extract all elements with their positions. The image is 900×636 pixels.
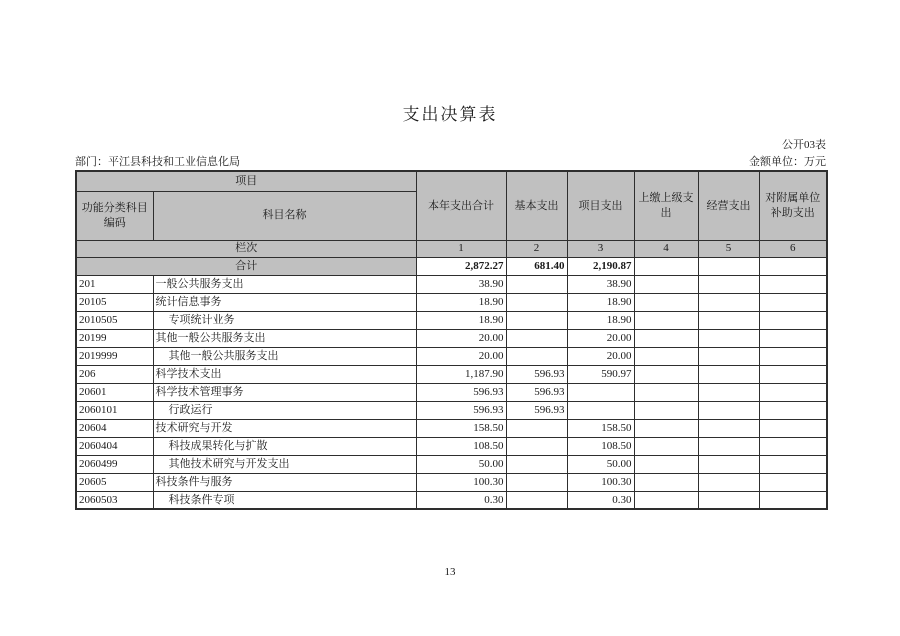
header-project-group: 项目 (76, 171, 416, 191)
row-value (759, 455, 827, 473)
table-row (76, 419, 827, 437)
row-value: 0.30 (416, 491, 506, 509)
row-code: 201 (76, 275, 153, 293)
row-subject-name: 技术研究与开发 (153, 419, 416, 437)
row-value (759, 473, 827, 491)
row-code: 2010505 (76, 311, 153, 329)
row-value (634, 347, 698, 365)
column-number: 1 (416, 240, 506, 257)
row-subject-name: 行政运行 (153, 401, 416, 419)
header-column-total: 本年支出合计 (416, 171, 506, 240)
row-value (698, 329, 759, 347)
table-row (76, 473, 827, 491)
table-row (76, 491, 827, 509)
header-column-project: 项目支出 (567, 171, 634, 240)
table-row (76, 275, 827, 293)
total-value: 681.40 (506, 257, 567, 275)
total-value: 2,872.27 (416, 257, 506, 275)
row-value (759, 275, 827, 293)
header-column-basic: 基本支出 (506, 171, 567, 240)
row-subject-name: 科技成果转化与扩散 (153, 437, 416, 455)
row-value (759, 293, 827, 311)
table-row (76, 329, 827, 347)
total-row (76, 257, 827, 275)
row-value: 158.50 (416, 419, 506, 437)
row-value: 0.30 (567, 491, 634, 509)
row-value (698, 365, 759, 383)
row-code: 20604 (76, 419, 153, 437)
table-row (76, 311, 827, 329)
table-code-label: 公开03表 (782, 139, 826, 151)
table-row (76, 401, 827, 419)
page-title: 支出决算表 (402, 105, 498, 124)
row-value (634, 419, 698, 437)
total-label: 合计 (76, 257, 416, 275)
row-value (634, 329, 698, 347)
unit-label: 金额单位：万元 (749, 156, 826, 168)
row-value (698, 437, 759, 455)
row-code: 2060499 (76, 455, 153, 473)
table-header (76, 171, 827, 275)
row-value: 50.00 (416, 455, 506, 473)
row-value (698, 419, 759, 437)
row-value (506, 437, 567, 455)
total-value (634, 257, 698, 275)
row-value (506, 491, 567, 509)
row-value (634, 491, 698, 509)
row-value (698, 293, 759, 311)
row-value (506, 419, 567, 437)
row-value (698, 347, 759, 365)
header-row-project (76, 171, 827, 191)
header-code: 功能分类科目编码 (76, 191, 153, 240)
row-value (698, 473, 759, 491)
row-subject-name: 统计信息事务 (153, 293, 416, 311)
row-value: 18.90 (567, 311, 634, 329)
row-value: 596.93 (416, 401, 506, 419)
row-value: 100.30 (416, 473, 506, 491)
row-subject-name: 科学技术管理事务 (153, 383, 416, 401)
row-code: 2019999 (76, 347, 153, 365)
column-number: 4 (634, 240, 698, 257)
column-number: 5 (698, 240, 759, 257)
row-value (759, 311, 827, 329)
row-value (759, 383, 827, 401)
row-subject-name: 科技条件与服务 (153, 473, 416, 491)
row-value: 596.93 (506, 383, 567, 401)
row-code: 20105 (76, 293, 153, 311)
total-value (759, 257, 827, 275)
row-value (698, 455, 759, 473)
row-value: 596.93 (506, 401, 567, 419)
row-value (698, 491, 759, 509)
row-value: 108.50 (567, 437, 634, 455)
row-value (759, 419, 827, 437)
row-value (634, 311, 698, 329)
row-value: 100.30 (567, 473, 634, 491)
row-subject-name: 科学技术支出 (153, 365, 416, 383)
row-value: 38.90 (416, 275, 506, 293)
row-value: 158.50 (567, 419, 634, 437)
table-row (76, 365, 827, 383)
column-number: 3 (567, 240, 634, 257)
row-subject-name: 其他一般公共服务支出 (153, 347, 416, 365)
row-value (506, 473, 567, 491)
row-value (634, 473, 698, 491)
column-index-row (76, 240, 827, 257)
row-value (634, 383, 698, 401)
row-value: 18.90 (416, 293, 506, 311)
header-column-upper: 上缴上级支出 (634, 171, 698, 240)
expenditure-table (75, 170, 828, 510)
row-value (698, 311, 759, 329)
row-value (506, 455, 567, 473)
row-subject-name: 科技条件专项 (153, 491, 416, 509)
row-value (759, 365, 827, 383)
department-label: 部门：平江县科技和工业信息化局 (75, 156, 240, 168)
row-value: 596.93 (416, 383, 506, 401)
header-name: 科目名称 (153, 191, 416, 240)
row-value: 596.93 (506, 365, 567, 383)
row-value (634, 455, 698, 473)
row-value: 1,187.90 (416, 365, 506, 383)
column-number: 6 (759, 240, 827, 257)
row-value: 50.00 (567, 455, 634, 473)
row-value (634, 293, 698, 311)
row-value (506, 275, 567, 293)
row-code: 2060404 (76, 437, 153, 455)
table-row (76, 455, 827, 473)
row-code: 2060503 (76, 491, 153, 509)
row-value: 20.00 (567, 347, 634, 365)
row-value (759, 347, 827, 365)
row-value (698, 401, 759, 419)
meta-line (75, 153, 826, 169)
table-row (76, 347, 827, 365)
row-value (759, 401, 827, 419)
row-code: 20199 (76, 329, 153, 347)
row-value: 108.50 (416, 437, 506, 455)
row-value (634, 275, 698, 293)
row-value (759, 491, 827, 509)
table-body (76, 275, 827, 509)
row-subject-name: 其他一般公共服务支出 (153, 329, 416, 347)
row-value (567, 383, 634, 401)
row-value: 590.97 (567, 365, 634, 383)
row-value: 20.00 (416, 347, 506, 365)
row-value (634, 437, 698, 455)
row-value: 20.00 (567, 329, 634, 347)
header-column-subsidy: 对附属单位补助支出 (759, 171, 827, 240)
header-column-operating: 经营支出 (698, 171, 759, 240)
row-subject-name: 一般公共服务支出 (153, 275, 416, 293)
row-value (506, 329, 567, 347)
table-row (76, 383, 827, 401)
row-code: 2060101 (76, 401, 153, 419)
row-subject-name: 其他技术研究与开发支出 (153, 455, 416, 473)
row-value: 18.90 (567, 293, 634, 311)
total-value (698, 257, 759, 275)
lanci-label: 栏次 (76, 240, 416, 257)
row-value: 18.90 (416, 311, 506, 329)
row-value: 38.90 (567, 275, 634, 293)
row-subject-name: 专项统计业务 (153, 311, 416, 329)
total-value: 2,190.87 (567, 257, 634, 275)
table-row (76, 437, 827, 455)
row-value (506, 347, 567, 365)
row-code: 20605 (76, 473, 153, 491)
row-value (698, 275, 759, 293)
row-value: 20.00 (416, 329, 506, 347)
column-number: 2 (506, 240, 567, 257)
row-code: 206 (76, 365, 153, 383)
row-value (759, 437, 827, 455)
row-value (506, 311, 567, 329)
row-value (634, 401, 698, 419)
row-value (506, 293, 567, 311)
row-value (634, 365, 698, 383)
table-row (76, 293, 827, 311)
row-value (567, 401, 634, 419)
row-value (698, 383, 759, 401)
row-value (759, 329, 827, 347)
row-code: 20601 (76, 383, 153, 401)
page-number: 13 (444, 566, 456, 578)
